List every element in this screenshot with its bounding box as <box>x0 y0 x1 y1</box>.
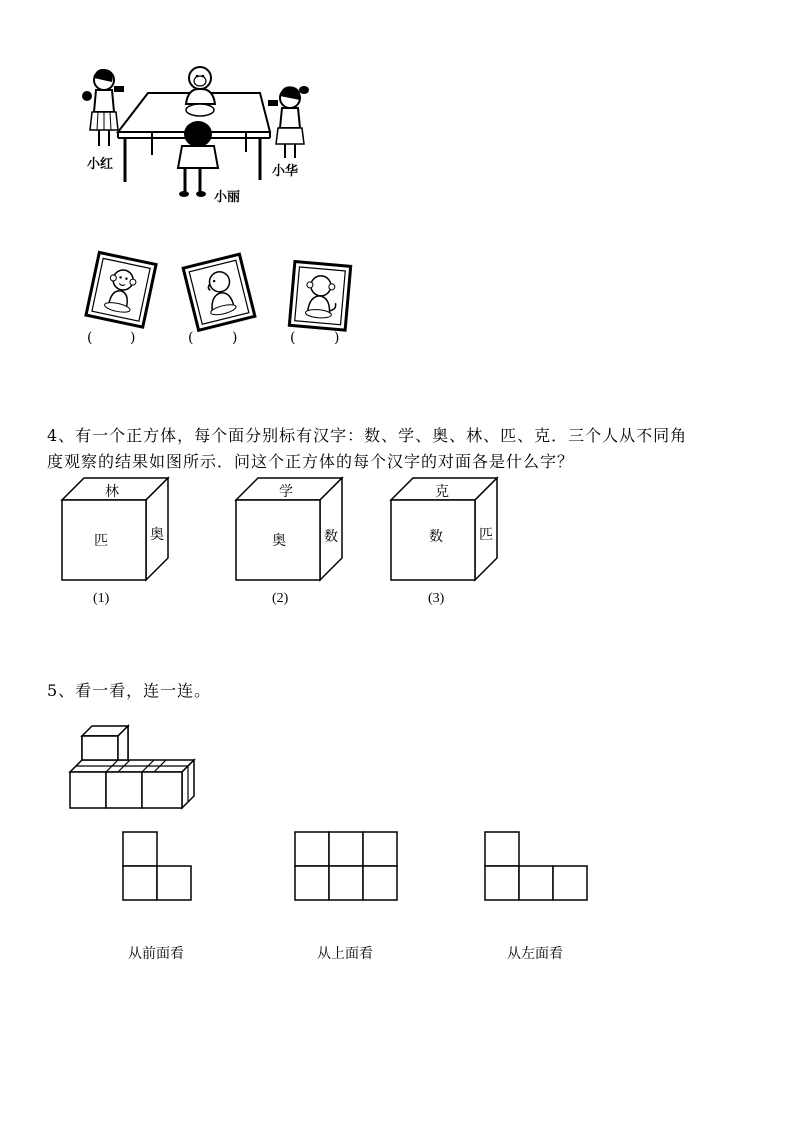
photo-frame-back <box>282 256 362 336</box>
view-label-front: 从前面看 <box>128 946 184 962</box>
question-5-title: 5、看一看，连一连。 <box>47 681 212 700</box>
block-figure-3d <box>68 724 198 814</box>
answer-blank-2-open: ( <box>188 330 194 346</box>
answer-blank-1-open: ( <box>87 330 93 346</box>
view-grid-1 <box>122 831 194 901</box>
cube-2-top-face: 学 <box>279 484 293 500</box>
view-grid-1-drawing <box>122 831 194 901</box>
photo-monkey-side <box>180 252 260 332</box>
cube-2-front-face: 奥 <box>272 533 286 549</box>
cube-1-front-face: 匹 <box>94 533 108 549</box>
name-label-xiaoli: 小丽 <box>214 190 241 205</box>
cube-3 <box>391 478 501 582</box>
answer-blank-2-close: ) <box>232 330 238 346</box>
block-figure-drawing <box>68 724 198 814</box>
cube-2-caption: (2) <box>272 591 289 606</box>
photo-monkey-back <box>282 256 362 336</box>
view-grid-2-drawing <box>294 831 400 901</box>
view-label-left: 从左面看 <box>507 946 563 962</box>
cube-1-side-face: 奥 <box>150 527 164 543</box>
view-grid-2 <box>294 831 400 901</box>
cube-1-top-face: 林 <box>105 484 119 500</box>
view-grid-3 <box>484 831 590 901</box>
photo-frame-front <box>82 250 162 330</box>
question-4-line-1: 4、有一个正方体，每个面分别标有汉字：数、学、奥、林、匹、克．三个人从不同角 <box>47 426 688 445</box>
cube-1 <box>62 478 172 582</box>
cube-2-side-face: 数 <box>324 529 338 545</box>
view-label-top: 从上面看 <box>317 946 373 962</box>
name-label-xiaohong: 小红 <box>87 157 114 172</box>
answer-blank-3-close: ) <box>334 330 340 346</box>
table-scene-drawing <box>70 60 330 210</box>
photo-monkey-front <box>82 250 162 330</box>
question-4-line-2: 度观察的结果如图所示．问这个正方体的每个汉字的对面各是什么字？ <box>47 452 575 471</box>
cube-3-caption: (3) <box>428 591 445 606</box>
view-grid-3-drawing <box>484 831 590 901</box>
name-label-xiaohua: 小华 <box>272 164 299 179</box>
cube-3-front-face: 数 <box>429 529 443 545</box>
cube-2 <box>236 478 346 582</box>
table-scene-illustration <box>70 60 330 210</box>
answer-blank-1-close: ) <box>130 330 136 346</box>
cube-1-caption: (1) <box>93 591 110 606</box>
cube-3-side-face: 匹 <box>479 527 493 543</box>
cube-3-top-face: 克 <box>435 484 449 500</box>
answer-blank-3-open: ( <box>290 330 296 346</box>
photo-frame-side <box>180 252 260 332</box>
